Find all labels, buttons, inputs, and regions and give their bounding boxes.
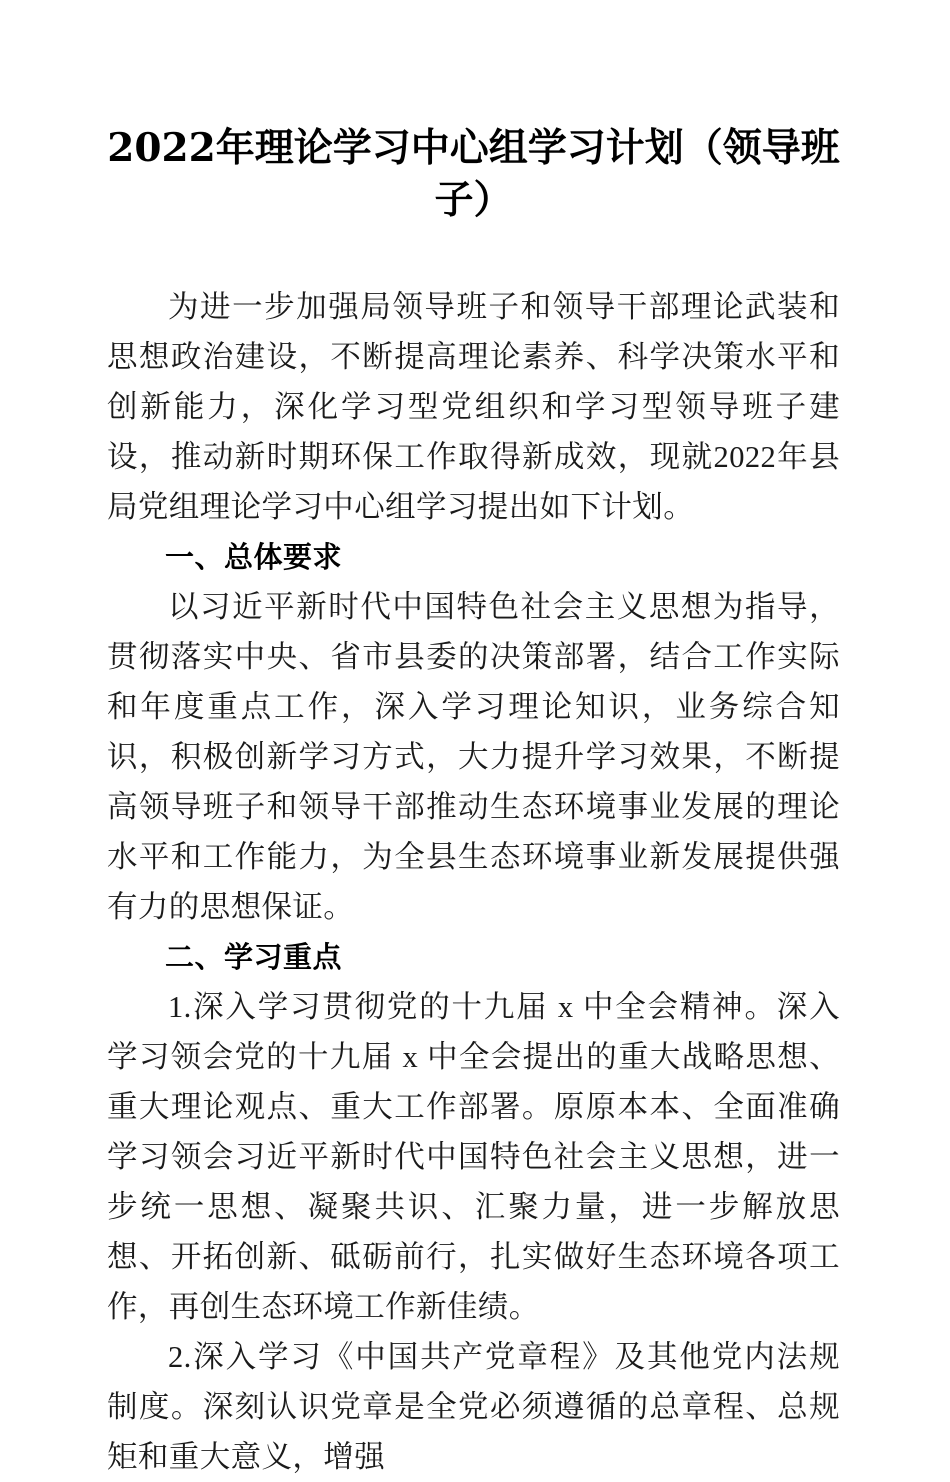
study-point-1-paragraph: 1.深入学习贯彻党的十九届 x 中全会精神。深入学习领会党的十九届 x 中全会提出的重大战略思想、重大理论观点、重大工作部署。原原本本、全面准确学习领会习近平新时代中国特色社会主义思想，进一步统一思想、凝聚共识、汇聚力量，进一步解放思想、开拓创新、砥砺前行，扎实做好生态环境各项工作，再创生态环境工作新佳绩。 [107, 990, 840, 1324]
document-content-column [107, 0, 840, 1482]
intro-paragraph: 为进一步加强局领导班子和领导干部理论武装和思想政治建设，不断提高理论素养、科学决策水平和创新能力，深化学习型党组织和学习型领导班子建设，推动新时期环保工作取得新成效，现就2022年县局党组理论学习中心组学习提出如下计划。 [107, 290, 840, 524]
page-title-line-2: 子） [434, 177, 513, 223]
section-heading-study-focus: 二、学习重点 [165, 940, 343, 974]
overall-requirements-paragraph: 以习近平新时代中国特色社会主义思想为指导，贯彻落实中央、省市县委的决策部署，结合工作实际和年度重点工作，深入学习理论知识，业务综合知识，积极创新学习方式，大力提升学习效果，不断提高领导班子和领导干部推动生态环境事业发展的理论水平和工作能力，为全县生态环境事业新发展提供强有力的思想保证。 [107, 590, 840, 924]
page-title-line-1: 2022年理论学习中心组学习计划（领导班 [107, 125, 840, 171]
study-point-2-paragraph: 2.深入学习《中国共产党章程》及其他党内法规制度。深刻认识党章是全党必须遵循的总章程、总规矩和重大意义，增强 [107, 1340, 840, 1474]
page-title [107, 0, 840, 226]
section-heading-overall-requirements: 一、总体要求 [165, 540, 343, 574]
